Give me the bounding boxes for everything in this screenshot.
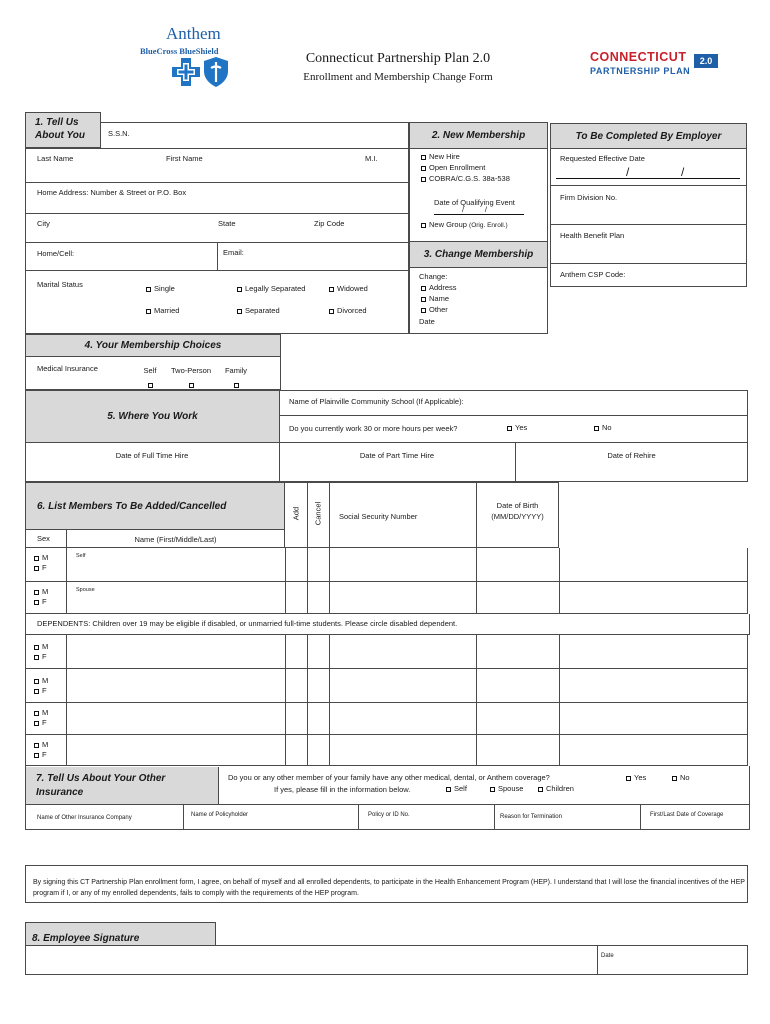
checkbox-icon xyxy=(234,383,239,388)
checkbox-icon xyxy=(34,566,39,571)
marital-divorced[interactable] xyxy=(329,306,367,316)
marital-single[interactable] xyxy=(146,284,175,294)
anthem-wordmark: Anthem xyxy=(166,24,221,43)
effective-date-slash-2: / xyxy=(681,165,685,179)
zip-field[interactable]: Zip Code xyxy=(314,219,345,228)
cancel-column-header: Cancel xyxy=(313,501,323,526)
section-5-title: 5. Where You Work xyxy=(107,411,198,422)
checkbox-icon xyxy=(672,776,677,781)
health-benefit-plan-field[interactable]: Health Benefit Plan xyxy=(560,231,625,240)
coverage-self-option[interactable] xyxy=(446,784,467,794)
marital-married-label: Married xyxy=(154,306,180,315)
sex-f-option[interactable] xyxy=(34,652,48,662)
sex-m-option[interactable] xyxy=(34,642,48,652)
hours-no-label: No xyxy=(602,423,612,432)
checkbox-icon xyxy=(507,426,512,431)
checkbox-icon xyxy=(421,297,426,302)
section-1-title: 1. Tell Us About You xyxy=(35,117,85,141)
spouse-row-label: Spouse xyxy=(76,587,95,593)
effective-date-slash-1: / xyxy=(626,165,630,179)
choice-two-person-label: Two-Person xyxy=(170,366,212,375)
checkbox-icon xyxy=(189,383,194,388)
hours-yes-label: Yes xyxy=(515,423,528,432)
checkbox-icon xyxy=(34,753,39,758)
sex-f-label: F xyxy=(42,750,47,759)
sex-f-label: F xyxy=(42,718,47,727)
checkbox-icon xyxy=(34,743,39,748)
change-other-option[interactable] xyxy=(421,305,448,315)
hours-question: Do you currently work 30 or more hours per week? xyxy=(289,424,458,433)
email-field[interactable]: Email: xyxy=(223,248,244,257)
dependents-note-text: DEPENDENTS: Children over 19 may be eligible if disabled, or unmarried full-time students. Please circle disabled dependent. xyxy=(37,619,458,628)
checkbox-icon xyxy=(34,679,39,684)
requested-effective-date[interactable]: Requested Effective Date xyxy=(560,154,645,163)
sex-m-option[interactable] xyxy=(34,587,48,597)
section-4-title: 4. Your Membership Choices xyxy=(84,340,222,351)
sex-m-label: M xyxy=(42,740,49,749)
table-row[interactable] xyxy=(34,740,48,760)
sex-m-option[interactable] xyxy=(34,553,48,563)
table-row[interactable] xyxy=(34,587,48,607)
table-row[interactable] xyxy=(34,708,48,728)
if-yes-instruction: If yes, please fill in the information below. xyxy=(274,785,411,794)
marital-single-label: Single xyxy=(154,284,175,293)
change-date-field[interactable]: Date xyxy=(419,317,435,326)
other-coverage-yes-label: Yes xyxy=(634,773,647,782)
coverage-self-label: Self xyxy=(454,784,467,793)
sex-m-label: M xyxy=(42,676,49,685)
coverage-spouse-option[interactable] xyxy=(490,784,523,794)
plainville-school-field[interactable]: Name of Plainville Community School (If Applicable): xyxy=(289,397,464,406)
checkbox-icon xyxy=(626,776,631,781)
checkbox-icon xyxy=(34,556,39,561)
dependents-note xyxy=(25,614,750,635)
checkbox-icon xyxy=(538,787,543,792)
name-column-header: Name (First/Middle/Last) xyxy=(134,535,217,544)
blue-shield-icon xyxy=(204,57,228,87)
dependent-rows xyxy=(25,635,748,766)
checkbox-icon xyxy=(34,600,39,605)
sex-f-option[interactable] xyxy=(34,597,48,607)
policy-id-field[interactable]: Policy or ID No. xyxy=(368,812,410,818)
marital-status-label: Marital Status xyxy=(37,280,83,289)
middle-initial-field[interactable]: M.I. xyxy=(365,154,378,163)
sex-m-option[interactable] xyxy=(34,740,48,750)
blue-cross-icon xyxy=(172,58,200,86)
checkbox-icon xyxy=(34,711,39,716)
section-4-header xyxy=(26,335,280,357)
choice-family-label: Family xyxy=(224,366,248,375)
checkbox-icon xyxy=(421,177,426,182)
sex-f-option[interactable] xyxy=(34,686,48,696)
marital-legally-separated[interactable] xyxy=(237,284,305,294)
marital-separated-label: Separated xyxy=(245,306,280,315)
sex-m-option[interactable] xyxy=(34,708,48,718)
checkbox-icon xyxy=(34,645,39,650)
checkbox-icon xyxy=(446,787,451,792)
section-7-title: 7. Tell Us About Your Other Insurance xyxy=(36,773,166,798)
hours-yes-option[interactable] xyxy=(507,423,527,433)
change-label: Change: xyxy=(419,272,448,281)
policyholder-field[interactable]: Name of Policyholder xyxy=(191,812,249,818)
table-row[interactable] xyxy=(34,642,48,662)
sex-column-header: Sex xyxy=(37,534,50,543)
self-row-label: Self xyxy=(76,553,86,559)
coverage-dates-field[interactable]: First/Last Date of Coverage xyxy=(650,812,724,818)
dob-column-header: Date of Birth (MM/DD/YYYY) xyxy=(491,501,544,521)
ssn-column-header: Social Security Number xyxy=(339,512,418,521)
sex-m-label: M xyxy=(42,708,49,717)
coverage-children-label: Children xyxy=(546,784,574,793)
checkbox-icon xyxy=(237,309,242,314)
checkbox-icon xyxy=(329,309,334,314)
form-title: Connecticut Partnership Plan 2.0 xyxy=(305,51,491,66)
table-row[interactable] xyxy=(34,553,48,573)
cobra-label: COBRA/C.G.S. 38a-538 xyxy=(429,174,510,183)
last-name-field[interactable]: Last Name xyxy=(37,154,74,163)
checkbox-icon xyxy=(421,308,426,313)
change-address-option[interactable] xyxy=(421,283,457,293)
anthem-logo xyxy=(138,24,250,102)
sex-m-label: M xyxy=(42,642,49,651)
sex-m-label: M xyxy=(42,587,49,596)
ct-logo-badge: 2.0 xyxy=(694,54,718,68)
other-coverage-question: Do you or any other member of your family have any other medical, dental, or Anthem coverage? xyxy=(228,773,550,782)
other-coverage-no-label: No xyxy=(680,773,690,782)
state-field[interactable]: State xyxy=(218,219,236,228)
hours-no-option[interactable] xyxy=(594,423,612,433)
other-insurance-company-field[interactable]: Name of Other Insurance Company xyxy=(37,815,132,821)
checkbox-icon xyxy=(421,286,426,291)
signature-box[interactable] xyxy=(25,945,748,975)
section-5-header xyxy=(26,391,280,442)
change-name-label: Name xyxy=(429,294,450,303)
anthem-subbrand: BlueCross BlueShield xyxy=(140,46,219,56)
checkbox-icon xyxy=(34,721,39,726)
phone-field[interactable]: Home/Cell: xyxy=(37,249,75,258)
new-group-label: New Group xyxy=(429,220,467,229)
checkbox-icon xyxy=(237,287,242,292)
other-coverage-yes[interactable] xyxy=(626,773,646,783)
sex-f-label: F xyxy=(42,597,47,606)
employer-header xyxy=(551,124,746,149)
new-hire-option[interactable] xyxy=(421,152,460,162)
anthem-csp-code-field[interactable]: Anthem CSP Code: xyxy=(560,270,626,279)
orig-enroll-label: (Orig. Enroll.) xyxy=(469,222,508,229)
checkbox-icon xyxy=(34,590,39,595)
section-6-header xyxy=(25,482,285,530)
ct-logo-top: CONNECTICUT xyxy=(590,50,687,64)
sex-f-option[interactable] xyxy=(34,563,48,573)
checkbox-icon xyxy=(421,155,426,160)
checkbox-icon xyxy=(146,309,151,314)
consent-box xyxy=(25,865,748,903)
section-2-title: 2. New Membership xyxy=(431,130,526,141)
termination-reason-field[interactable]: Reason for Termination xyxy=(500,814,562,820)
section-1-body xyxy=(25,122,409,334)
marital-widowed-label: Widowed xyxy=(337,284,368,293)
coverage-spouse-label: Spouse xyxy=(498,784,524,793)
checkbox-icon xyxy=(34,689,39,694)
first-name-field[interactable]: First Name xyxy=(166,154,203,163)
new-group-option[interactable] xyxy=(421,220,508,231)
sex-f-option[interactable] xyxy=(34,750,48,760)
marital-widowed[interactable] xyxy=(329,284,368,294)
checkbox-icon xyxy=(421,223,426,228)
sex-f-label: F xyxy=(42,563,47,572)
checkbox-icon xyxy=(490,787,495,792)
city-field[interactable]: City xyxy=(37,219,50,228)
rehire-date[interactable]: Date of Rehire xyxy=(607,451,656,460)
qualifying-event-slashes: / / xyxy=(462,205,488,214)
cobra-option[interactable] xyxy=(421,174,510,184)
sex-m-label: M xyxy=(42,553,49,562)
ct-logo-bottom: PARTNERSHIP PLAN xyxy=(590,66,691,76)
home-address-field[interactable]: Home Address: Number & Street or P.O. Box xyxy=(37,188,187,197)
full-time-hire-date[interactable]: Date of Full Time Hire xyxy=(115,451,189,460)
section-3-header xyxy=(410,241,547,268)
marital-separated[interactable] xyxy=(237,306,280,316)
checkbox-icon xyxy=(148,383,153,388)
employer-title: To Be Completed By Employer xyxy=(575,130,722,142)
change-other-label: Other xyxy=(429,305,448,314)
checkbox-icon xyxy=(34,655,39,660)
sex-m-option[interactable] xyxy=(34,676,48,686)
section-3-title: 3. Change Membership xyxy=(423,249,534,260)
marital-divorced-label: Divorced xyxy=(337,306,367,315)
section-8-title: 8. Employee Signature xyxy=(32,933,140,944)
ct-partnership-logo xyxy=(588,50,730,80)
checkbox-icon xyxy=(421,166,426,171)
section-6-title: 6. List Members To Be Added/Cancelled xyxy=(37,500,227,512)
marital-married[interactable] xyxy=(146,306,179,316)
section-8-header xyxy=(25,922,216,946)
new-hire-label: New Hire xyxy=(429,152,460,161)
change-address-label: Address xyxy=(429,283,457,292)
medical-insurance-label: Medical Insurance xyxy=(37,364,98,373)
add-column-header: Add xyxy=(291,506,301,521)
checkbox-icon xyxy=(594,426,599,431)
signature-date-field[interactable]: Date xyxy=(601,953,614,959)
section-7-header xyxy=(26,767,219,804)
qualifying-event-label: Date of Qualifying Event xyxy=(434,198,515,207)
ssn-field[interactable]: S.S.N. xyxy=(108,129,130,138)
form-subtitle: Enrollment and Membership Change Form xyxy=(303,71,493,83)
change-name-option[interactable] xyxy=(421,294,449,304)
table-row[interactable] xyxy=(34,676,48,696)
other-coverage-no[interactable] xyxy=(672,773,690,783)
marital-legally-separated-label: Legally Separated xyxy=(245,284,306,293)
part-time-hire-date[interactable]: Date of Part Time Hire xyxy=(359,451,435,460)
checkbox-icon xyxy=(329,287,334,292)
coverage-children-option[interactable] xyxy=(538,784,574,794)
sex-f-label: F xyxy=(42,686,47,695)
checkbox-icon xyxy=(146,287,151,292)
sex-f-option[interactable] xyxy=(34,718,48,728)
open-enrollment-label: Open Enrollment xyxy=(429,163,486,172)
sex-f-label: F xyxy=(42,652,47,661)
open-enrollment-option[interactable] xyxy=(421,163,485,173)
firm-division-field[interactable]: Firm Division No. xyxy=(560,193,618,202)
section-2-header xyxy=(410,123,547,149)
consent-text: By signing this CT Partnership Plan enrollment form, I agree, on behalf of myself and all enrolled dependents, to participate in the Health Enhancement Program (HEP). I understand that I will lose the financial incentives of the HEP program if I, or any of my enrolled dependents, fails to comply with the requirements of the HEP program. xyxy=(33,879,745,897)
choice-self-label: Self xyxy=(143,366,157,375)
